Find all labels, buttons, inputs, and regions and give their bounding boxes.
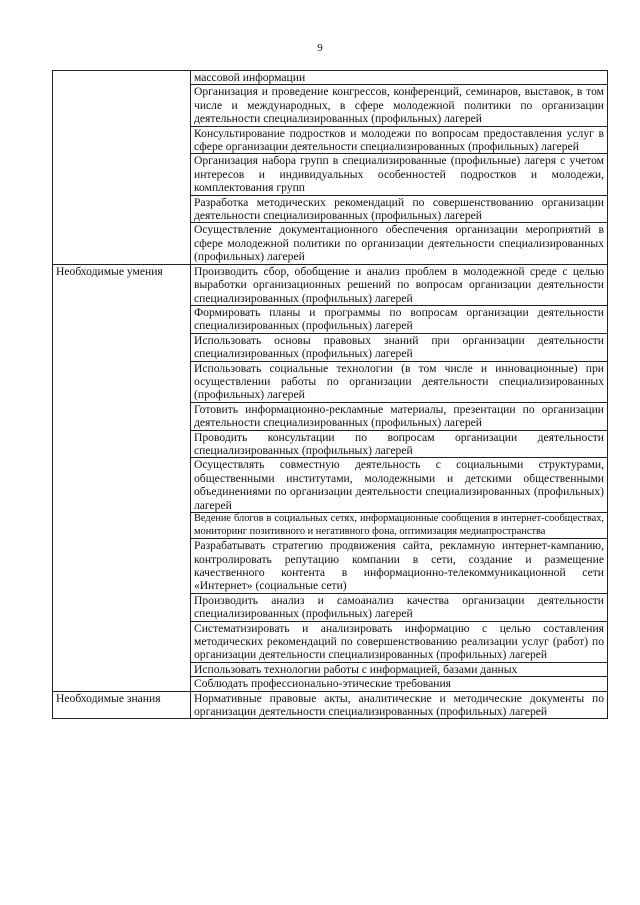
table-cell: Нормативные правовые акты, аналитические и методические документы по организации деятельности специализированных (профильных) лагерей xyxy=(191,691,608,719)
table-row xyxy=(53,264,608,305)
row-label-cell xyxy=(53,71,191,265)
table-cell: Использовать основы правовых знаний при организации деятельности специализированных (профильных) лагерей xyxy=(191,333,608,361)
table-cell: Ведение блогов в социальных сетях, информационные сообщения в интернет-сообществах, мониторинг позитивного и негативного фона, оптимизация медиапространства xyxy=(191,513,608,539)
table-cell: Разработка методических рекомендаций по совершенствованию организации деятельности специализированных (профильных) лагерей xyxy=(191,195,608,223)
table-cell: Использовать технологии работы с информацией, базами данных xyxy=(191,662,608,676)
page-number: 9 xyxy=(317,42,323,54)
table-cell: Осуществление документационного обеспечения организации мероприятий в сфере молодежной политики по организации деятельности специализированных (профильных) лагерей xyxy=(191,223,608,264)
table-cell: массовой информации xyxy=(191,71,608,85)
table-cell: Систематизировать и анализировать информацию с целью составления методических рекомендаций по совершенствованию реализации услуг (работ) по организации деятельности специализированных (профильных) лагерей xyxy=(191,621,608,662)
table-cell: Готовить информационно-рекламные материалы, презентации по организации деятельности специализированных (профильных) лагерей xyxy=(191,402,608,430)
table-cell: Производить сбор, обобщение и анализ проблем в молодежной среде с целью выработки организационных решений по вопросам организации деятельности специализированных (профильных) лагерей xyxy=(191,264,608,305)
table-row xyxy=(53,691,608,719)
table-cell: Соблюдать профессионально-этические требования xyxy=(191,677,608,691)
table-cell: Проводить консультации по вопросам организации деятельности специализированных (профильных) лагерей xyxy=(191,430,608,458)
skills-label: Необходимые умения xyxy=(53,264,191,691)
table-cell: Осуществлять совместную деятельность с социальными структурами, общественными институтами, молодежными и детскими общественными объединениями по организации деятельности специализированных (профильных) лагерей xyxy=(191,458,608,513)
table-cell: Консультирование подростков и молодежи по вопросам предоставления услуг в сфере организации деятельности специализированных (профильных) лагерей xyxy=(191,126,608,154)
table-cell: Организация и проведение конгрессов, конференций, семинаров, выставок, в том числе и международных, в сфере молодежной политики по организации деятельности специализированных (профильных) лагерей xyxy=(191,85,608,126)
table-cell: Производить анализ и самоанализ качества организации деятельности специализированных (профильных) лагерей xyxy=(191,593,608,621)
table-cell: Формировать планы и программы по вопросам организации деятельности специализированных (профильных) лагерей xyxy=(191,305,608,333)
competency-table xyxy=(52,70,608,719)
table-cell: Использовать социальные технологии (в том числе и инновационные) при осуществлении работы по организации деятельности специализированных (профильных) лагерей xyxy=(191,361,608,402)
table-cell: Разрабатывать стратегию продвижения сайта, рекламную интернет-кампанию, контролировать репутацию компании в сети, создание и размещение качественного контента в информационно-телекоммуникационной сети «Интернет» (социальные сети) xyxy=(191,539,608,594)
table-row xyxy=(53,71,608,85)
knowledge-label: Необходимые знания xyxy=(53,691,191,719)
table-cell: Организация набора групп в специализированные (профильные) лагеря с учетом интересов и индивидуальных особенностей подростков и молодежи, комплектования групп xyxy=(191,154,608,195)
